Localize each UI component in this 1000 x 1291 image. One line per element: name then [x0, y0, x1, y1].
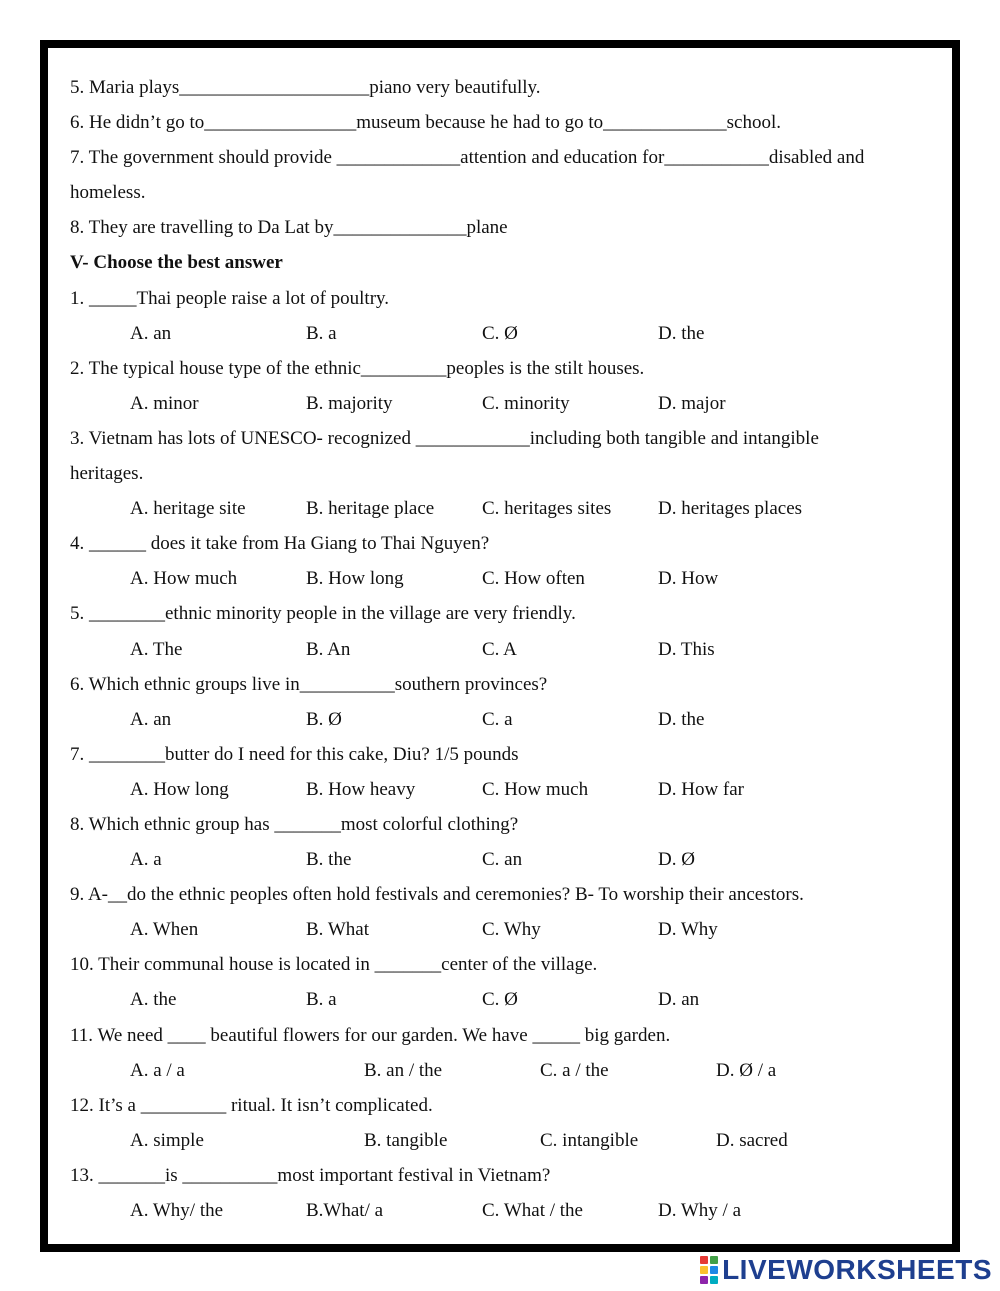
question-4: 4. ______ does it take from Ha Giang to Thai Nguyen? [70, 533, 490, 555]
option-d[interactable]: D. How [658, 568, 719, 590]
option-c[interactable]: C. How often [482, 568, 585, 590]
option-b[interactable]: B. the [306, 849, 352, 871]
logo-square-icon [710, 1256, 718, 1264]
question-3: 3. Vietnam has lots of UNESCO- recognized ____________including both tangible and intangible [70, 427, 819, 449]
option-c[interactable]: C. heritages sites [482, 498, 612, 520]
option-a[interactable]: A. How much [130, 568, 238, 590]
question-10: 10. Their communal house is located in _______center of the village. [70, 954, 598, 976]
option-a[interactable]: A. heritage site [130, 498, 246, 520]
options-row [70, 1193, 930, 1228]
option-b[interactable]: B. How long [306, 568, 404, 590]
question-3-continued: heritages. [70, 463, 144, 485]
option-c[interactable]: C. minority [482, 392, 570, 414]
option-a[interactable]: A. an [130, 322, 172, 344]
fill-blank-item: 6. He didn’t go to________________museum because he had to go to_____________school. [70, 112, 782, 134]
option-c[interactable]: C. a [482, 708, 513, 730]
question-11: 11. We need ____ beautiful flowers for our garden. We have _____ big garden. [70, 1024, 671, 1046]
logo-square-icon [700, 1276, 708, 1284]
options-row [70, 386, 930, 421]
fill-blank-item: 7. The government should provide _____________attention and education for___________disabled and [70, 147, 865, 169]
question-2: 2. The typical house type of the ethnic_________peoples is the stilt houses. [70, 357, 645, 379]
option-b[interactable]: B. majority [306, 392, 393, 414]
option-d[interactable]: D. Why [658, 919, 718, 941]
question-7: 7. ________butter do I need for this cake, Diu? 1/5 pounds [70, 743, 519, 765]
option-d[interactable]: D. Ø / a [716, 1059, 777, 1081]
options-row [70, 632, 930, 667]
question-1: 1. _____Thai people raise a lot of poultry. [70, 287, 390, 309]
question-6: 6. Which ethnic groups live in__________southern provinces? [70, 673, 548, 695]
liveworksheets-logo[interactable] [700, 1254, 992, 1286]
option-b[interactable]: B. heritage place [306, 498, 435, 520]
option-b[interactable]: B. Ø [306, 708, 342, 730]
option-c[interactable]: C. What / the [482, 1200, 583, 1221]
option-d[interactable]: D. the [658, 708, 705, 730]
options-row [70, 316, 930, 351]
option-b[interactable]: B. What [306, 919, 369, 941]
question-8: 8. Which ethnic group has _______most colorful clothing? [70, 813, 519, 835]
logo-text: LIVEWORKSHEETS [722, 1254, 992, 1285]
options-row [70, 772, 930, 807]
option-a[interactable]: A. a [130, 849, 162, 871]
option-a[interactable]: A. How long [130, 778, 229, 800]
option-c[interactable]: C. intangible [540, 1129, 639, 1151]
option-b[interactable]: B. a [306, 322, 337, 344]
question-5: 5. ________ethnic minority people in the village are very friendly. [70, 603, 576, 625]
logo-square-icon [700, 1266, 708, 1274]
option-d[interactable]: D. heritages places [658, 498, 803, 520]
option-b[interactable]: B. a [306, 989, 337, 1011]
option-a[interactable]: A. simple [130, 1129, 204, 1151]
option-d[interactable]: D. the [658, 322, 705, 344]
option-b[interactable]: B. an / the [364, 1059, 443, 1081]
fill-blank-item-continued: homeless. [70, 182, 146, 204]
option-d[interactable]: D. How far [658, 778, 745, 800]
option-a[interactable]: A. Why/ the [130, 1200, 224, 1221]
logo-square-icon [700, 1256, 708, 1264]
option-b[interactable]: B. An [306, 638, 351, 660]
option-b[interactable]: B.What/ a [306, 1200, 384, 1221]
option-b[interactable]: B. tangible [364, 1129, 448, 1151]
fill-blank-item: 5. Maria plays____________________piano very beautifully. [70, 77, 541, 98]
option-a[interactable]: A. an [130, 708, 172, 730]
options-row [70, 1053, 930, 1088]
option-d[interactable]: D. This [658, 638, 715, 660]
option-c[interactable]: C. a / the [540, 1059, 609, 1081]
options-row [70, 491, 930, 526]
fill-blank-item: 8. They are travelling to Da Lat by______________plane [70, 217, 508, 239]
options-row [70, 1123, 930, 1158]
option-c[interactable]: C. How much [482, 778, 589, 800]
option-a[interactable]: A. The [130, 638, 183, 660]
option-d[interactable]: D. sacred [716, 1129, 788, 1151]
liveworksheets-logo-icon [700, 1256, 718, 1284]
options-row [70, 702, 930, 737]
option-d[interactable]: D. major [658, 392, 726, 414]
logo-square-icon [710, 1276, 718, 1284]
question-12: 12. It’s a _________ ritual. It isn’t complicated. [70, 1094, 433, 1116]
logo-square-icon [710, 1266, 718, 1274]
option-a[interactable]: A. minor [130, 392, 199, 414]
option-c[interactable]: C. Ø [482, 989, 518, 1011]
option-d[interactable]: D. an [658, 989, 700, 1011]
option-c[interactable]: C. an [482, 849, 523, 871]
section-v-title: V- Choose the best answer [70, 252, 283, 274]
option-a[interactable]: A. a / a [130, 1059, 185, 1081]
option-b[interactable]: B. How heavy [306, 778, 416, 800]
option-c[interactable]: C. Ø [482, 322, 518, 344]
option-d[interactable]: D. Why / a [658, 1200, 742, 1221]
options-row [70, 912, 930, 947]
option-a[interactable]: A. When [130, 919, 199, 941]
options-row [70, 982, 930, 1017]
question-13: 13. _______is __________most important festival in Vietnam? [70, 1164, 551, 1186]
option-c[interactable]: C. A [482, 638, 517, 660]
option-d[interactable]: D. Ø [658, 849, 695, 871]
worksheet-frame [40, 40, 960, 1252]
worksheet-content [70, 70, 930, 1228]
option-a[interactable]: A. the [130, 989, 177, 1011]
options-row [70, 842, 930, 877]
option-c[interactable]: C. Why [482, 919, 541, 941]
question-9: 9. A-__do the ethnic peoples often hold festivals and ceremonies? B- To worship their ancestors. [70, 884, 804, 906]
options-row [70, 561, 930, 596]
